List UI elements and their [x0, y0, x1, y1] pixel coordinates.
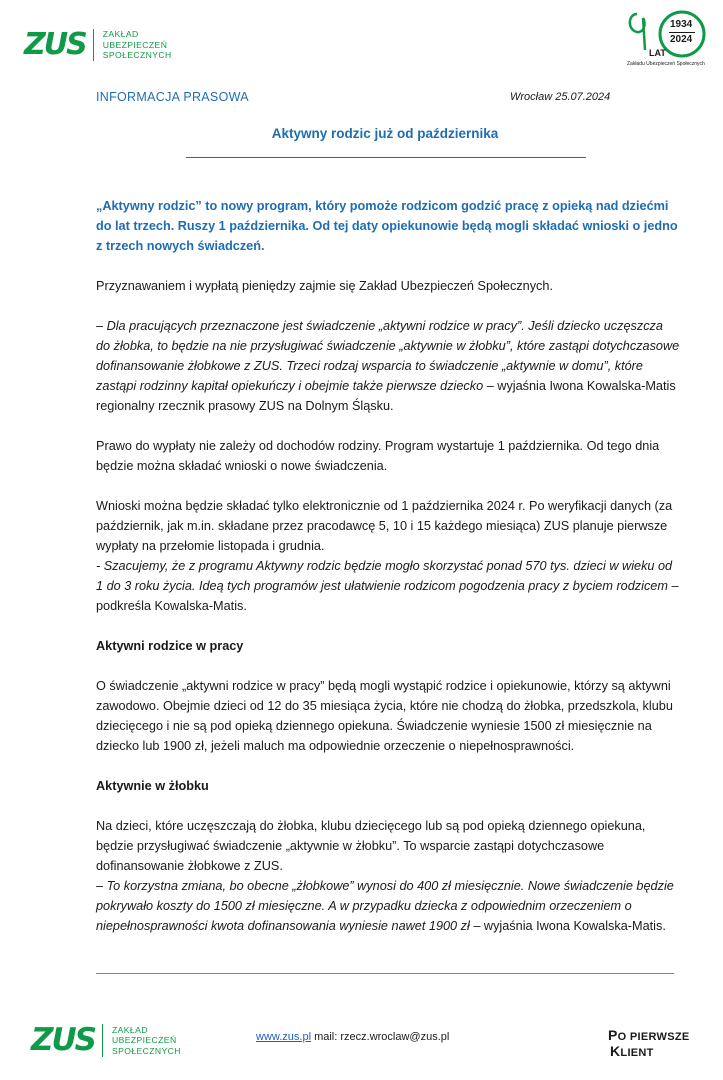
- dateline: Wrocław 25.07.2024: [510, 91, 611, 103]
- anniversary-year-end: 2024: [670, 34, 693, 45]
- zus-logo-name: [112, 1025, 181, 1057]
- title-underline: [186, 157, 586, 158]
- page-title: Aktywny rodzic już od października: [271, 126, 499, 141]
- logo-name-line: UBEZPIECZEŃ: [111, 1035, 177, 1046]
- zus-logo-name: [103, 29, 172, 61]
- paragraph: Przyznawaniem i wypłatą pieniędzy zajmie się Zakład Ubezpieczeń Społecznych.: [96, 279, 553, 293]
- logo-name-line: UBEZPIECZEŃ: [102, 39, 168, 50]
- quote-paragraph: [96, 876, 680, 936]
- slogan-line: [608, 1044, 690, 1060]
- quote-attribution: – wyjaśnia Iwona Kowalska-Matis.: [469, 919, 666, 933]
- paragraph: Prawo do wypłaty nie zależy od dochodów rodziny. Program wystartuje 1 października. Od tego dnia będzie można składać wnioski o nowe świadczenia.: [96, 439, 660, 473]
- footer-contact: [256, 1031, 449, 1043]
- contact-email: mail: rzecz.wroclaw@zus.pl: [311, 1031, 450, 1043]
- quote-paragraph: [96, 316, 680, 416]
- anniversary-lat: LAT: [649, 48, 666, 58]
- section-heading: Aktywni rodzice w pracy: [96, 639, 244, 653]
- logo-divider: [93, 29, 94, 61]
- paragraph: O świadczenie „aktywni rodzice w pracy” będą mogli wystąpić rodzice i opiekunowie, którzy są aktywni zawodowo. Obejmie dzieci od 12 do 35 miesiąca życia, które nie chodzą do żłobka, przedszkola, klubu dziecięcego i nie są pod opieką dziennego opiekuna. Świadczenie wyniesie 1500 zł miesięcznie na dziecko lub 1900 zł, jeżeli maluch ma odpowiednie orzeczenie o niepełnosprawności.: [96, 679, 673, 753]
- quote-attribution: – wyjaśnia Iwona Kowalska-Matis regionalny rzecznik prasowy ZUS na Dolnym Śląsku.: [96, 379, 676, 413]
- slogan-text: O PIERWSZE: [617, 1031, 690, 1043]
- slogan-line: [608, 1028, 690, 1044]
- zus-logo-mark: ZUS: [31, 1022, 95, 1058]
- logo-name-line: ZAKŁAD: [102, 29, 139, 40]
- quote-attribution: – podkreśla Kowalska-Matis.: [96, 579, 679, 613]
- zus-logo-mark: ZUS: [24, 27, 86, 62]
- zus-logo: [24, 29, 172, 61]
- logo-divider: [102, 1024, 103, 1057]
- quote-text: - Szacujemy, że z programu Aktywny rodzic będzie mogło skorzystać ponad 570 tys. dzieci w wieku od 1 do 3 roku życia. Ideą tych programów jest ułatwienie rodzicom pogodzenia pracy z byciem rodzicem: [96, 559, 673, 593]
- press-release-label: INFORMACJA PRASOWA: [96, 90, 249, 104]
- anniversary-caption: Zakładu Ubezpieczeń Społecznych: [627, 61, 705, 67]
- section-heading: Aktywnie w żłobku: [96, 779, 209, 793]
- lead-paragraph: „Aktywny rodzic” to nowy program, który pomoże rodzicom godzić pracę z opieką nad dziećmi do lat trzech. Ruszy 1 października. Od tej daty opiekunowie będą mogli składać wnioski o jedno z trzech nowych świadczeń.: [96, 199, 678, 253]
- slogan-initial: K: [610, 1043, 621, 1059]
- paragraph: Wnioski można będzie składać tylko elektronicznie od 1 października 2024 r. Po weryfikacji danych (za październik, jak m.in. składane przez pracodawcę 5, 10 i 15 każdego miesiąca) ZUS planuje pierwsze wypłaty na przełomie listopada i grudnia.: [96, 499, 673, 553]
- quote-text: – Dla pracujących przeznaczone jest świadczenie „aktywni rodzice w pracy”. Jeśli dziecko uczęszcza do żłobka, to będzie na nie przysługiwać świadczenie „aktywnie w żłobku”, które zastąpi dotychczasowe dofinansowanie żłobkowe z ZUS. Trzeci rodzaj wsparcia to świadczenie „aktywnie w domu”, które zastąpi rodzinny kapitał opiekuńczy i obejmie także pierwsze dziecko: [96, 319, 680, 393]
- article-body: [96, 196, 680, 936]
- slogan: [608, 1028, 690, 1060]
- anniversary-year-start: 1934: [670, 19, 693, 30]
- footer-divider: [96, 973, 674, 974]
- anniversary-logo: [625, 10, 717, 70]
- paragraph: Na dzieci, które uczęszczają do żłobka, klubu dziecięcego lub są pod opieką dziennego opiekuna, będzie przysługiwać świadczenie „aktywnie w żłobku”. To wsparcie zastąpi dotychczasowe dofinansowanie żłobkowe z ZUS.: [96, 819, 646, 873]
- slogan-text: LIENT: [620, 1047, 654, 1059]
- website-link[interactable]: www.zus.pl: [256, 1031, 312, 1043]
- quote-paragraph: [96, 556, 680, 616]
- logo-name-line: SPOŁECZNYCH: [102, 50, 172, 61]
- quote-text: – To korzystna zmiana, bo obecne „żłobkowe” wynosi do 400 zł miesięcznie. Nowe świadczenie będzie pokrywało koszty do 1500 zł miesięczne. A w przypadku dziecka z odpowiednim orzeczeniem o niepełnosprawności kwota dofinansowania wyniesie nawet 1900 zł: [96, 879, 674, 933]
- logo-name-line: ZAKŁAD: [111, 1024, 148, 1035]
- logo-name-line: SPOŁECZNYCH: [111, 1045, 181, 1056]
- slogan-initial: P: [608, 1027, 618, 1043]
- footer-zus-logo: [31, 1024, 181, 1057]
- year-divider: [669, 32, 695, 33]
